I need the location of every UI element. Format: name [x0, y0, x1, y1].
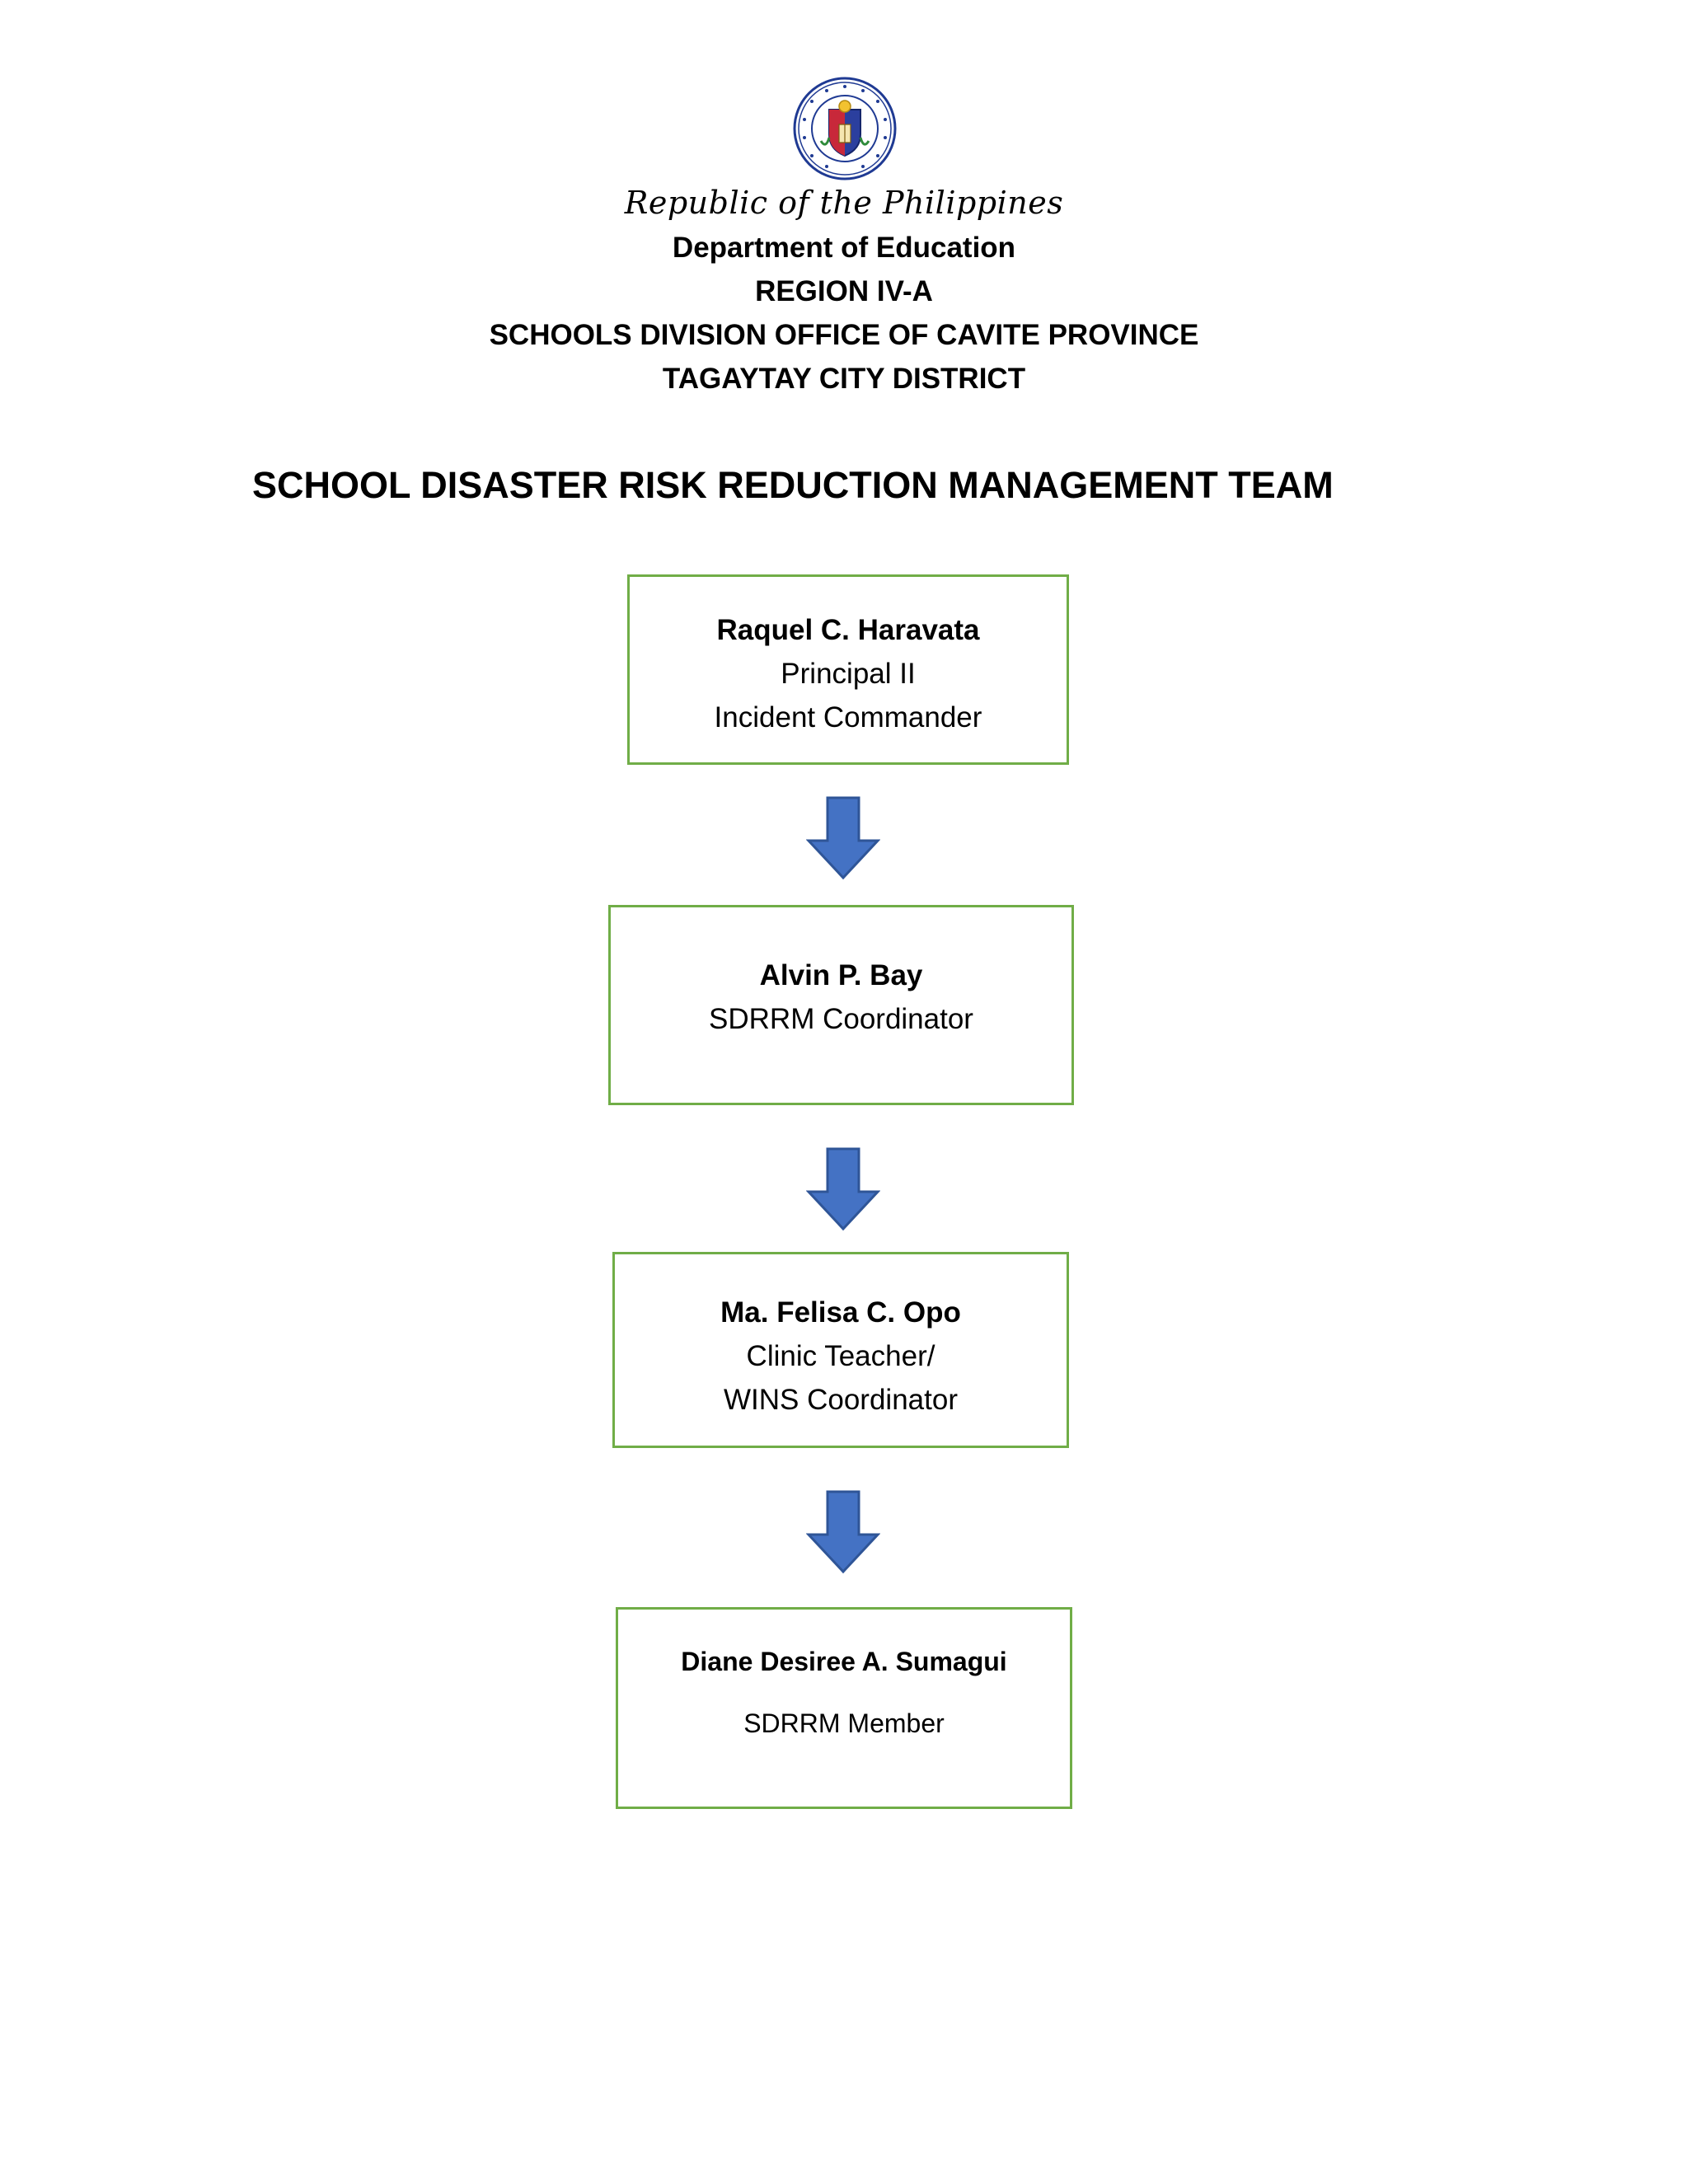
member-role: SDRRM Member — [743, 1708, 945, 1738]
district-heading: TAGAYTAY CITY DISTRICT — [662, 363, 1026, 395]
division-heading: SCHOOLS DIVISION OFFICE OF CAVITE PROVINCE — [489, 319, 1199, 351]
member-name: Ma. Felisa C. Opo — [720, 1296, 961, 1329]
member-role: Incident Commander — [714, 701, 982, 733]
member-role: Clinic Teacher/ — [746, 1340, 935, 1372]
republic-heading: Republic of the Philippines — [624, 185, 1064, 221]
department-heading: Department of Education — [672, 232, 1016, 264]
team-member-box-3 — [612, 1252, 1069, 1448]
team-member-box-4 — [616, 1607, 1072, 1809]
member-name: Raquel C. Haravata — [716, 614, 980, 646]
region-heading: REGION IV-A — [755, 275, 933, 307]
member-role: Principal II — [781, 658, 916, 690]
team-member-box-2 — [608, 905, 1074, 1105]
member-name: Alvin P. Bay — [759, 959, 923, 991]
down-arrow-icon — [806, 1147, 880, 1231]
down-arrow-icon — [806, 796, 880, 880]
team-member-box-1 — [627, 574, 1069, 765]
member-role: WINS Coordinator — [724, 1384, 958, 1416]
deped-seal-logo — [793, 77, 897, 180]
down-arrow-icon — [806, 1490, 880, 1574]
page-title: SCHOOL DISASTER RISK REDUCTION MANAGEMENT TEAM — [252, 464, 1334, 506]
member-role: SDRRM Coordinator — [709, 1003, 973, 1035]
member-name: Diane Desiree A. Sumagui — [681, 1647, 1007, 1676]
